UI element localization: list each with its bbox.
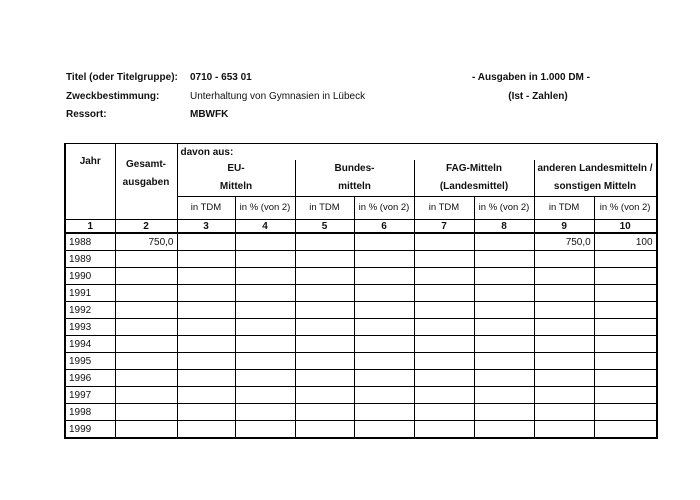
empty-cell [414,268,474,285]
year-cell: 1999 [65,421,115,439]
empty-cell [414,404,474,421]
empty-cell [354,319,414,336]
table-row [65,285,657,302]
col-number: 6 [354,220,414,234]
year-cell: 1988 [65,233,115,251]
gesamt-cell [115,251,177,268]
empty-cell [354,268,414,285]
empty-cell [474,302,534,319]
empty-cell [414,302,474,319]
table-row [65,251,657,268]
empty-cell [354,336,414,353]
ausgaben-note: - Ausgaben in 1.000 DM - [472,72,590,83]
empty-cell [474,251,534,268]
andere-pct-cell [594,336,656,353]
table-row [65,421,657,439]
empty-cell [414,387,474,404]
empty-cell [235,233,295,251]
empty-cell [295,370,354,387]
year-cell: 1995 [65,353,115,370]
year-cell: 1993 [65,319,115,336]
empty-cell [177,353,235,370]
empty-cell [295,285,354,302]
table-row [65,336,657,353]
gesamt-cell [115,353,177,370]
fag-header: FAG-Mitteln (Landesmittel) [414,160,534,197]
gesamt-cell [115,319,177,336]
empty-cell [295,268,354,285]
gesamt-cell [115,370,177,387]
table-row [65,370,657,387]
empty-cell [235,421,295,439]
empty-cell [235,302,295,319]
empty-cell [177,268,235,285]
andere-pct-cell [594,353,656,370]
empty-cell [235,251,295,268]
empty-cell [414,336,474,353]
andere-pct-cell [594,404,656,421]
gesamt-cell [115,387,177,404]
unit-pct: in % (von 2) [354,197,414,220]
andere-pct-cell: 100 [594,233,656,251]
empty-cell [354,285,414,302]
table-row [65,233,657,251]
eu-header: EU- Mitteln [177,160,295,197]
empty-cell [414,285,474,302]
year-cell: 1989 [65,251,115,268]
andere-pct-cell [594,285,656,302]
andere-pct-cell [594,319,656,336]
empty-cell [474,353,534,370]
empty-cell [295,387,354,404]
empty-cell [354,370,414,387]
empty-cell [354,251,414,268]
ressort-label: Ressort: [66,109,107,120]
empty-cell [235,404,295,421]
empty-cell [474,336,534,353]
andere-tdm-cell [534,285,594,302]
col-number: 3 [177,220,235,234]
unit-tdm: in TDM [534,197,594,220]
year-cell: 1998 [65,404,115,421]
table-row [65,268,657,285]
gesamt-cell [115,421,177,439]
empty-cell [177,319,235,336]
year-cell: 1991 [65,285,115,302]
empty-cell [295,404,354,421]
zweck-label: Zweckbestimmung: [66,91,160,102]
zweck-value: Unterhaltung von Gymnasien in Lübeck [190,91,366,102]
empty-cell [177,404,235,421]
unit-tdm: in TDM [295,197,354,220]
col-number: 10 [594,220,656,234]
empty-cell [474,387,534,404]
unit-pct: in % (von 2) [594,197,656,220]
andere-header: anderen Landesmitteln / sonstigen Mitteln [534,160,657,197]
empty-cell [354,421,414,439]
davon-aus-header: davon aus: [177,144,657,161]
gesamt-cell [115,336,177,353]
empty-cell [177,421,235,439]
empty-cell [295,421,354,439]
andere-pct-cell [594,387,656,404]
empty-cell [235,370,295,387]
empty-cell [474,421,534,439]
empty-cell [354,387,414,404]
table-row [65,302,657,319]
empty-cell [177,302,235,319]
andere-tdm-cell [534,421,594,439]
bund-header: Bundes- mitteln [295,160,414,197]
andere-tdm-cell [534,404,594,421]
andere-tdm-cell [534,319,594,336]
empty-cell [414,421,474,439]
col-number: 8 [474,220,534,234]
andere-tdm-cell: 750,0 [534,233,594,251]
empty-cell [474,370,534,387]
empty-cell [414,233,474,251]
empty-cell [414,370,474,387]
table-row [65,387,657,404]
empty-cell [414,353,474,370]
col-number: 4 [235,220,295,234]
andere-pct-cell [594,302,656,319]
empty-cell [177,387,235,404]
empty-cell [235,285,295,302]
andere-tdm-cell [534,387,594,404]
col-number: 9 [534,220,594,234]
empty-cell [235,353,295,370]
empty-cell [414,251,474,268]
ressort-value: MBWFK [190,109,229,120]
empty-cell [295,336,354,353]
col-jahr-header: Jahr [65,144,115,220]
col-number: 2 [115,220,177,234]
empty-cell [354,353,414,370]
andere-tdm-cell [534,268,594,285]
gesamt-cell [115,268,177,285]
gesamt-cell [115,302,177,319]
year-cell: 1992 [65,302,115,319]
empty-cell [177,336,235,353]
empty-cell [177,370,235,387]
empty-cell [354,233,414,251]
unit-tdm: in TDM [414,197,474,220]
andere-pct-cell [594,421,656,439]
empty-cell [295,251,354,268]
titel-value: 0710 - 653 01 [190,72,252,83]
year-cell: 1996 [65,370,115,387]
empty-cell [177,251,235,268]
andere-tdm-cell [534,302,594,319]
unit-pct: in % (von 2) [474,197,534,220]
unit-pct: in % (von 2) [235,197,295,220]
empty-cell [235,336,295,353]
table-row [65,353,657,370]
gesamt-cell [115,404,177,421]
empty-cell [295,353,354,370]
empty-cell [354,404,414,421]
empty-cell [295,319,354,336]
titel-label: Titel (oder Titelgruppe): [66,72,178,83]
table-row [65,404,657,421]
year-cell: 1990 [65,268,115,285]
empty-cell [235,387,295,404]
expenditure-table [64,143,658,439]
andere-tdm-cell [534,370,594,387]
empty-cell [295,302,354,319]
empty-cell [474,268,534,285]
empty-cell [474,404,534,421]
empty-cell [177,285,235,302]
unit-tdm: in TDM [177,197,235,220]
col-number: 7 [414,220,474,234]
empty-cell [295,233,354,251]
empty-cell [354,302,414,319]
col-number: 1 [65,220,115,234]
ist-note: (Ist - Zahlen) [508,91,568,102]
andere-tdm-cell [534,336,594,353]
empty-cell [414,319,474,336]
gesamt-cell [115,285,177,302]
col-gesamt-header: Gesamt- ausgaben [115,144,177,220]
table-row [65,319,657,336]
andere-pct-cell [594,268,656,285]
year-cell: 1997 [65,387,115,404]
gesamt-cell: 750,0 [115,233,177,251]
andere-tdm-cell [534,251,594,268]
empty-cell [177,233,235,251]
empty-cell [474,233,534,251]
andere-pct-cell [594,251,656,268]
andere-tdm-cell [534,353,594,370]
empty-cell [235,319,295,336]
andere-pct-cell [594,370,656,387]
empty-cell [474,319,534,336]
empty-cell [235,268,295,285]
empty-cell [474,285,534,302]
year-cell: 1994 [65,336,115,353]
col-number: 5 [295,220,354,234]
